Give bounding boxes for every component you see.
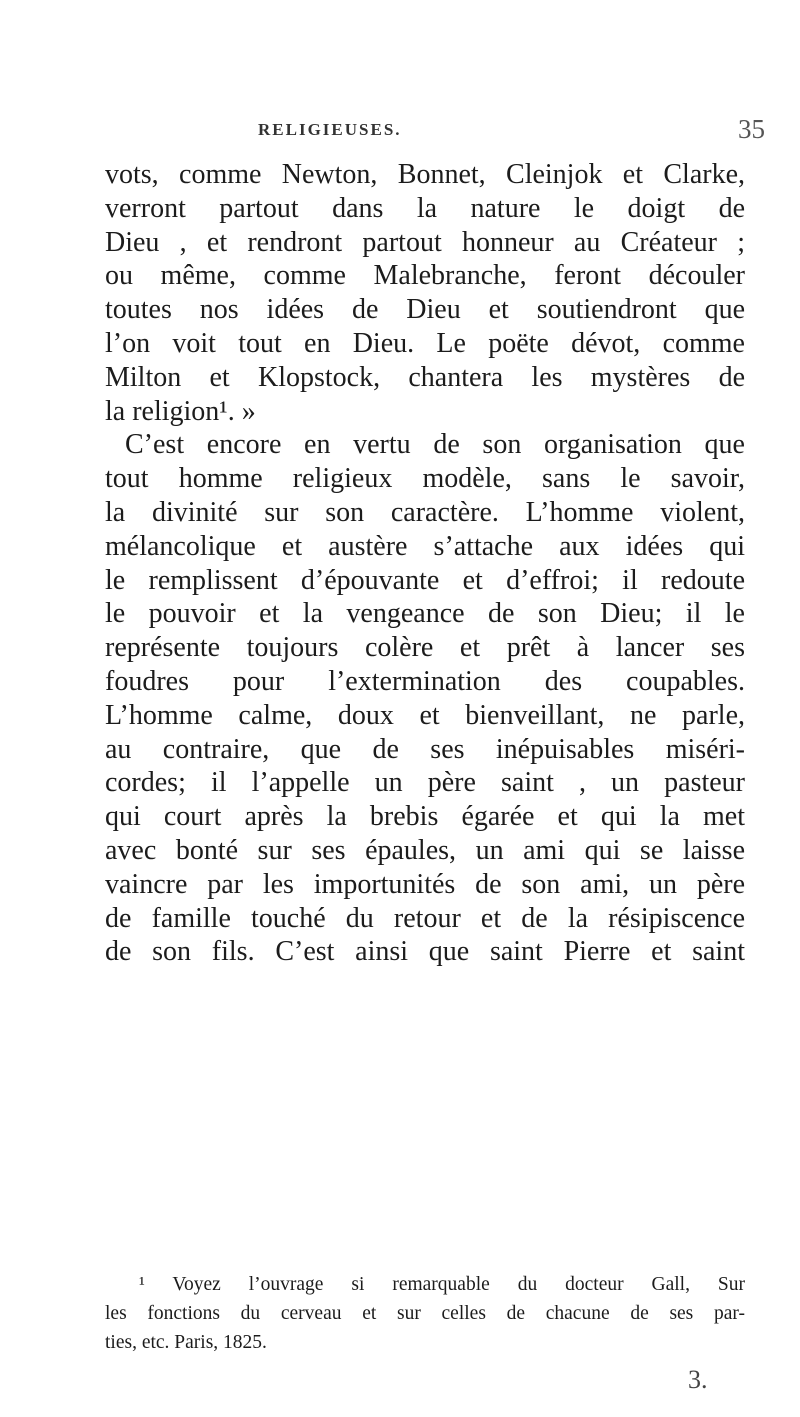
text-line: L’homme calme, doux et bienveillant, ne parle, xyxy=(105,699,745,731)
footnote-line: les fonctions du cerveau et sur celles de chacune de ses par- xyxy=(105,1303,745,1324)
text-line: représente toujours colère et prêt à lancer ses xyxy=(105,632,745,664)
text-line: vots, comme Newton, Bonnet, Cleinjok et Clarke, xyxy=(105,159,745,190)
page-number: 35 xyxy=(738,114,765,144)
text-line: vaincre par les importunités de son ami, un père xyxy=(105,868,745,900)
footnotes xyxy=(105,1270,745,1357)
text-line: au contraire, que de ses inépuisables miséri- xyxy=(105,733,745,765)
text-line: toutes nos idées de Dieu et soutiendront que xyxy=(105,294,745,326)
text-line: de son fils. C’est ainsi que saint Pierre et saint xyxy=(105,936,745,968)
text-line: mélancolique et austère s’attache aux idées qui xyxy=(105,530,745,562)
text-line: de famille touché du retour et de la résipiscence xyxy=(105,902,745,934)
text-line: avec bonté sur ses épaules, un ami qui se laisse xyxy=(105,834,745,866)
running-title: RELIGIEUSES. xyxy=(258,120,402,139)
footnote-line: ¹ Voyez l’ouvrage si remarquable du docteur Gall, Sur xyxy=(139,1274,745,1295)
footnote-line: ties, etc. Paris, 1825. xyxy=(105,1332,267,1353)
text-line: qui court après la brebis égarée et qui la met xyxy=(105,801,745,833)
signature-mark: 3. xyxy=(688,1365,708,1394)
text-line: la religion¹. » xyxy=(105,395,256,427)
text-line: Dieu , et rendront partout honneur au Créateur ; xyxy=(105,226,745,258)
text-line: C’est encore en vertu de son organisation que xyxy=(125,429,745,461)
text-line: l’on voit tout en Dieu. Le poëte dévot, comme xyxy=(105,327,745,359)
text-line: la divinité sur son caractère. L’homme violent, xyxy=(105,496,745,528)
text-line: verront partout dans la nature le doigt de xyxy=(105,192,745,224)
text-line: ou même, comme Malebranche, feront découler xyxy=(105,260,745,292)
text-line: le remplissent d’épouvante et d’effroi; il redoute xyxy=(105,564,745,596)
running-head xyxy=(0,114,800,150)
text-line: le pouvoir et la vengeance de son Dieu; il le xyxy=(105,598,745,630)
text-line: tout homme religieux modèle, sans le savoir, xyxy=(105,463,745,495)
text-line: Milton et Klopstock, chantera les mystères de xyxy=(105,361,745,393)
body-text xyxy=(105,158,745,969)
text-line: foudres pour l’extermination des coupables. xyxy=(105,665,745,697)
text-line: cordes; il l’appelle un père saint , un pasteur xyxy=(105,767,745,799)
